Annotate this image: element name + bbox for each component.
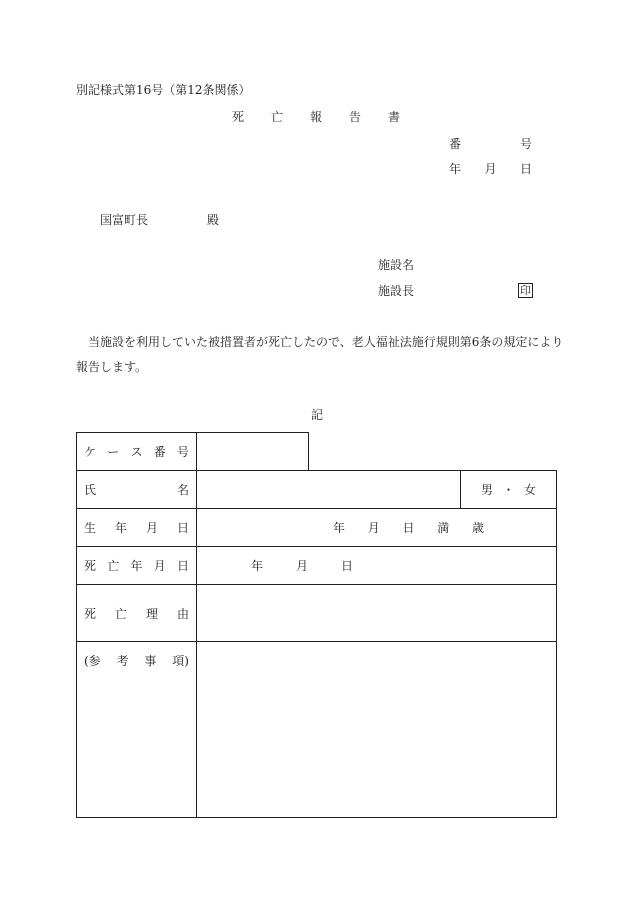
remarks-field[interactable] xyxy=(197,642,557,818)
label-char: 理 xyxy=(145,606,158,621)
death-year-unit: 年 xyxy=(251,559,264,573)
death-date-field[interactable] xyxy=(197,547,557,585)
title-char: 告 xyxy=(348,110,361,124)
number-char: 番 xyxy=(449,137,462,151)
death-reason-label xyxy=(77,585,197,642)
label-char: 名 xyxy=(176,483,189,497)
death-day-unit: 日 xyxy=(340,559,353,573)
label-char: ケ xyxy=(84,445,97,459)
label-char: 考 xyxy=(116,654,129,668)
label-char: 生 xyxy=(84,521,97,535)
form-number: 別記様式第16号（第12条関係） xyxy=(76,83,251,97)
label-char: 死 xyxy=(84,606,97,621)
document-number-line xyxy=(449,138,532,150)
label-char: 号 xyxy=(176,445,189,459)
date-char: 月 xyxy=(484,162,497,176)
label-char: 月 xyxy=(153,559,166,573)
birth-day-unit: 日 xyxy=(402,521,415,535)
row-death-date xyxy=(77,547,557,585)
death-date-label xyxy=(77,547,197,585)
seal-icon: 印 xyxy=(520,284,531,297)
body-text-line1: 当施設を利用していた被措置者が死亡したので、老人福祉法施行規則第6条の規定により xyxy=(88,335,564,349)
label-char: (参 xyxy=(84,654,101,668)
label-char: 日 xyxy=(176,559,189,573)
birth-age-prefix: 満 xyxy=(437,521,450,535)
row-birth xyxy=(77,509,557,547)
row-remarks xyxy=(77,642,557,818)
death-month-unit: 月 xyxy=(295,559,308,573)
report-table xyxy=(76,432,557,818)
birth-age-unit: 歳 xyxy=(471,521,484,535)
label-char: 由 xyxy=(176,606,189,621)
birth-field[interactable] xyxy=(197,509,557,547)
death-reason-field[interactable] xyxy=(197,585,557,642)
row-case-number xyxy=(77,433,557,471)
label-char: 番 xyxy=(153,445,166,459)
addressee-honorific: 殿 xyxy=(207,213,220,227)
title-char: 報 xyxy=(309,110,322,124)
label-char: ス xyxy=(130,445,143,459)
date-char: 日 xyxy=(519,162,532,176)
empty-space xyxy=(309,433,557,471)
gender-male[interactable]: 男 xyxy=(481,483,494,497)
body-text-line2: 報告します。 xyxy=(76,360,148,374)
date-char: 年 xyxy=(449,162,462,176)
birth-label xyxy=(77,509,197,547)
gender-female[interactable]: 女 xyxy=(523,483,536,497)
title-char: 書 xyxy=(387,110,400,124)
seal-mark xyxy=(518,283,533,298)
label-char: 亡 xyxy=(107,559,120,573)
label-char: 日 xyxy=(176,521,189,535)
label-char: 項) xyxy=(172,654,189,668)
label-char: 事 xyxy=(144,654,157,668)
name-field[interactable] xyxy=(197,471,461,509)
note-heading: 記 xyxy=(311,408,324,422)
remarks-label xyxy=(77,642,197,818)
label-char: 亡 xyxy=(114,606,127,621)
case-number-label xyxy=(77,433,197,471)
row-death-reason xyxy=(77,585,557,642)
name-label xyxy=(77,471,197,509)
gender-field[interactable] xyxy=(461,471,557,509)
number-char: 号 xyxy=(519,137,532,151)
row-name xyxy=(77,471,557,509)
document-date-line xyxy=(449,163,532,175)
facility-name-label: 施設名 xyxy=(378,258,415,272)
label-char: 月 xyxy=(145,521,158,535)
gender-separator: ・ xyxy=(502,483,515,497)
label-char: 年 xyxy=(130,559,143,573)
label-char: 氏 xyxy=(84,483,97,497)
label-char: ー xyxy=(107,445,120,459)
case-number-field[interactable] xyxy=(197,433,309,471)
document-title xyxy=(232,111,400,123)
birth-year-unit: 年 xyxy=(333,521,346,535)
title-char: 死 xyxy=(232,110,245,124)
label-char: 死 xyxy=(84,559,97,573)
addressee-name: 国富町長 xyxy=(100,213,149,227)
label-char: 年 xyxy=(114,521,127,535)
facility-head-label: 施設長 xyxy=(378,284,415,298)
birth-month-unit: 月 xyxy=(367,521,380,535)
title-char: 亡 xyxy=(270,110,283,124)
